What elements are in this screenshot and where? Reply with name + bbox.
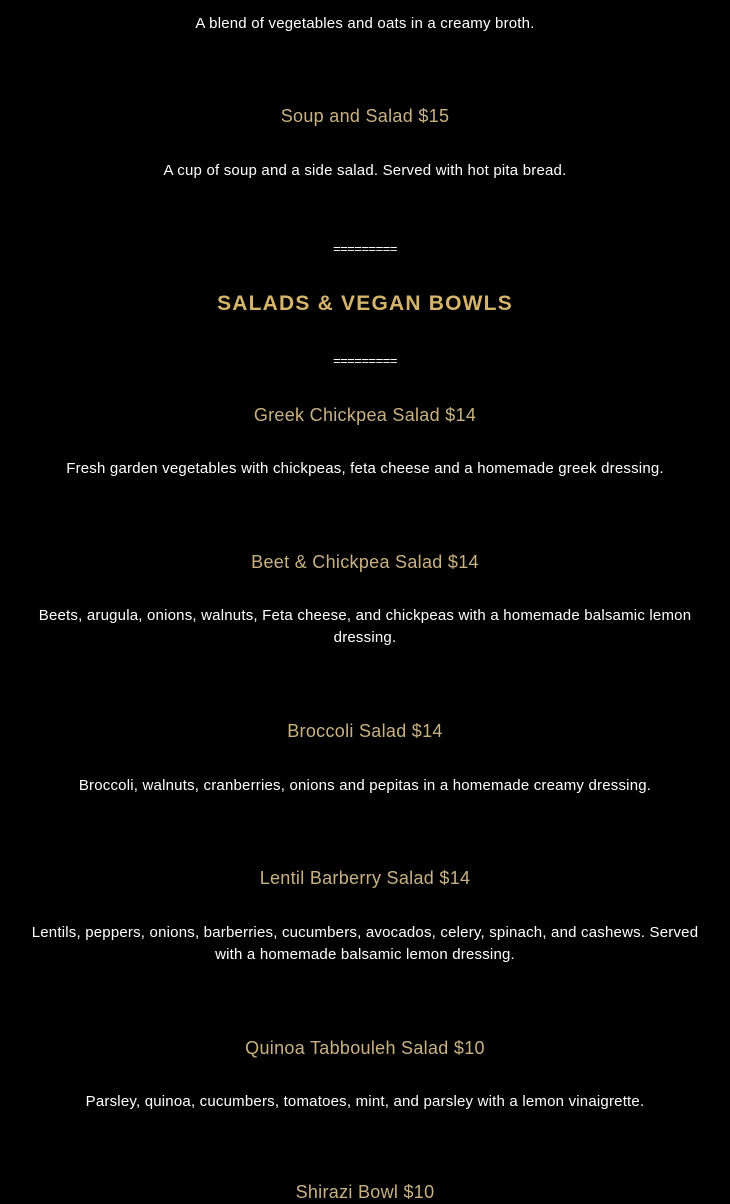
menu-item-description: Parsley, quinoa, cucumbers, tomatoes, mint, and parsley with a lemon vinaigrette. bbox=[85, 1093, 645, 1110]
menu-item-title: Quinoa Tabbouleh Salad $10 bbox=[245, 1038, 485, 1058]
menu-item-title: Lentil Barberry Salad $14 bbox=[259, 868, 471, 888]
menu-item-title: Soup and Salad $15 bbox=[280, 106, 450, 126]
menu-item-title: Shirazi Bowl $10 bbox=[295, 1182, 435, 1202]
section-divider-bottom: ========= bbox=[333, 353, 397, 368]
menu-item-description: A blend of vegetables and oats in a creamy broth. bbox=[195, 15, 535, 32]
section-heading: SALADS & VEGAN BOWLS bbox=[217, 292, 513, 315]
menu-item-title: Beet & Chickpea Salad $14 bbox=[251, 552, 479, 572]
menu-item-description: Beets, arugula, onions, walnuts, Feta cheese, and chickpeas with a homemade balsamic lemon dressing. bbox=[38, 607, 692, 646]
menu-item-title: Broccoli Salad $14 bbox=[287, 721, 443, 741]
menu-item-description: A cup of soup and a side salad. Served with hot pita bread. bbox=[163, 162, 567, 179]
section-divider-top: ========= bbox=[333, 241, 397, 256]
menu-item-description: Fresh garden vegetables with chickpeas, feta cheese and a homemade greek dressing. bbox=[66, 460, 664, 477]
menu-item-description: Lentils, peppers, onions, barberries, cucumbers, avocados, celery, spinach, and cashews. Served with a homemade balsamic lemon dressing. bbox=[31, 924, 699, 963]
menu-item-title: Greek Chickpea Salad $14 bbox=[253, 405, 477, 425]
menu-item-description: Broccoli, walnuts, cranberries, onions and pepitas in a homemade creamy dressing. bbox=[78, 777, 652, 794]
